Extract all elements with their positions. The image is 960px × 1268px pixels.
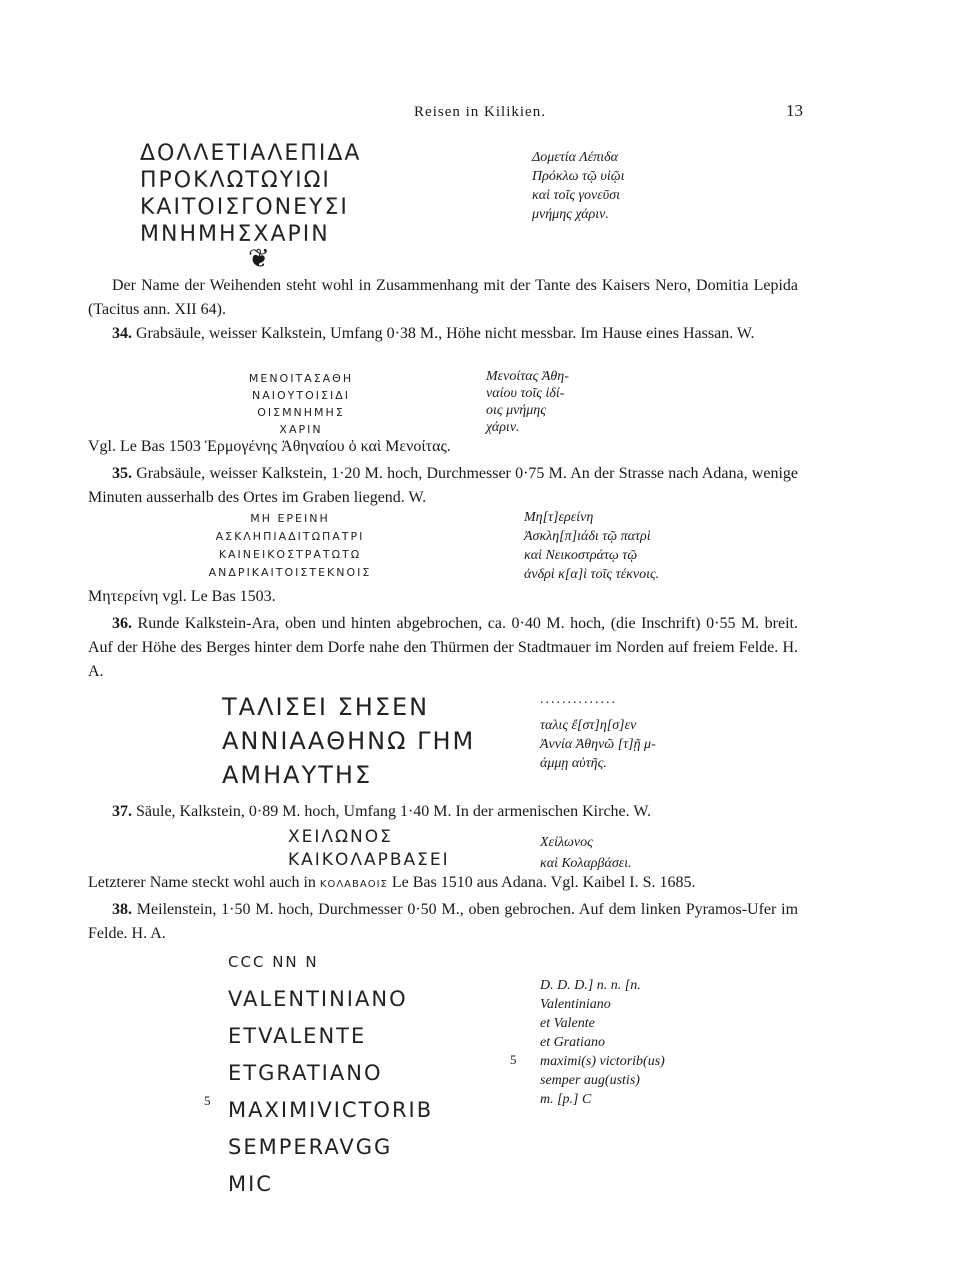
inscription-line: ΚΑΙΤΟΙΣΓΟΝΕΥΣΙ [140, 195, 349, 220]
inscription-copy [288, 826, 450, 872]
inscription-line: ΑΝΔΡΙΚΑΙΤΟΙΣΤΕΚΝΟΙΣ [208, 566, 372, 579]
inscription-line: ΑΝΝΙΑΑΘΗΝΩ ΓΗΜ [222, 727, 476, 755]
inscription-line: ΑΣΚΛΗΠΙΑΔΙΤΩΠΑΤΡΙ [215, 530, 365, 543]
translit-line: Μενοίτας Ἀθη- [486, 369, 569, 384]
translit-line: καὶ τοῖς γονεῦσι [532, 188, 621, 203]
entry-number: 35. [112, 465, 132, 482]
inscription-line: ETGRATIANO [228, 1061, 383, 1085]
inscription-line: ΝΑΙΟΥΤΟΙΣΙΔΙ [252, 389, 350, 402]
translit-line: ταλις ἔ[στ]η[σ]εν [540, 718, 637, 733]
translit-line: m. [p.] C [540, 1092, 592, 1107]
translit-line: Ἀννία Ἀθηνῶ [τ]ῇ μ- [540, 737, 656, 752]
inscription-line: ΟΙΣΜΝΗΜΗΣ [257, 406, 345, 419]
entry-number: 38. [112, 901, 132, 918]
inscription-line: MAXIMIVICTORIB [228, 1098, 434, 1122]
entry-37-description [88, 800, 798, 824]
translit-line: καὶ Κολαρβάσει. [540, 856, 632, 871]
inscription-line: ΜΕΝΟΙΤΑΣΑΘΗ [248, 372, 354, 385]
note-inscription-word: ΚΟΛΑΒΑΟΙΣ [319, 879, 388, 890]
inscription-line: ΔΟΛΛΕΤΙΑΛΕΠΙΔΑ [140, 141, 362, 166]
inscription-line: ΧΑΡΙΝ [279, 423, 323, 436]
inscription-copy [140, 140, 361, 248]
entry-text: Säule, Kalkstein, 0·89 M. hoch, Umfang 1·40 M. In der armenischen Kirche. W. [136, 803, 651, 820]
entry-text: Runde Kalkstein-Ara, oben und hinten abgebrochen, ca. 0·40 M. hoch, (die Inschrift) 0·55 M. breit. Auf der Höhe des Berges hinter dem Dorfe nahe den Thürmen der Stadtmauer im Norden auf freiem Felde. H. A. [88, 615, 799, 680]
entry-text: Grabsäule, weisser Kalkstein, 1·20 M. hoch, Durchmesser 0·75 M. An der Strasse nach Adana, wenige Minuten ausserhalb des Ortes im Graben liegend. W. [88, 465, 799, 506]
commentary-paragraph: Der Name der Weihenden steht wohl in Zusammenhang mit der Tante des Kaisers Nero, Domitia Lepida (Tacitus ann. XII 64). [88, 277, 798, 318]
entry-38-description [88, 898, 798, 946]
note-text: Letzterer Name steckt wohl auch in [88, 874, 320, 891]
translit-line: semper aug(ustis) [540, 1073, 640, 1088]
inscription-copy [222, 690, 475, 792]
transliteration [540, 976, 665, 1109]
translit-line: Πρόκλω τῷ υἱῷι [532, 169, 625, 184]
entry-number: 37. [112, 803, 132, 820]
inscription-line: ΤΑΛΙΣΕΙ ΣΗΣΕΝ [222, 693, 430, 721]
inscription-line: ΜΗ ΕΡΕΙΝΗ [250, 512, 330, 525]
transliteration [540, 832, 632, 874]
translit-line: άμμῃ αὐτῆς. [540, 756, 607, 771]
translit-line: ἀνδρὶ κ[α]ὶ τοῖς τέκνοις. [524, 567, 660, 582]
entry-number: 34. [112, 325, 132, 342]
inscription-line: ΠΡΟΚΛΩΤΩΥΙΩΙ [140, 168, 331, 193]
running-title: Reisen in Kilikien. [414, 104, 546, 120]
inscription-line: ΚΑΙΝΕΙΚΟΣΤΡΑΤΩΤΩ [218, 548, 362, 561]
entry-number: 36. [112, 615, 132, 632]
line-number-marker: 5 [510, 1052, 517, 1067]
translit-line: οις μνήμης [486, 403, 546, 418]
translit-line: Δομετία Λέπιδα [532, 150, 618, 165]
entry-36-description [88, 612, 798, 684]
translit-line: καὶ Νεικοστράτῳ τῷ [524, 548, 638, 563]
transliteration [486, 368, 569, 436]
leaf-ornament-icon: ❦ [248, 244, 270, 273]
entry-note [88, 874, 696, 892]
inscription-line: ΚΑΙΚΟΛΑΡΒΑΣΕΙ [288, 850, 450, 870]
inscription-line: SEMPERAVGG [228, 1135, 393, 1159]
entry-text: Meilenstein, 1·50 M. hoch, Durchmesser 0·50 M., oben gebrochen. Auf dem linken Pyramos-Ufer im Felde. H. A. [88, 901, 799, 942]
translit-line: μνήμης χάριν. [532, 207, 609, 222]
translit-line: et Valente [540, 1016, 595, 1031]
inscription-line: CCC NN N [228, 953, 319, 971]
inscription-line: ΑΜΗΑΥΤΗΣ [222, 761, 373, 789]
entry-34-description [88, 322, 798, 346]
entry-35-description [88, 462, 798, 510]
transliteration [532, 148, 624, 224]
translit-line: Μη[τ]ερείνη [524, 510, 594, 525]
line-number-marker: 5 [204, 1093, 211, 1108]
inscription-line: VALENTINIANO [228, 987, 408, 1011]
transliteration [524, 508, 659, 584]
translit-line: ναίου τοῖς ἰδί- [486, 386, 565, 401]
translit-line: Valentiniano [540, 997, 611, 1012]
translit-line: et Gratiano [540, 1035, 605, 1050]
inscription-line: ΧΕΙΛΩΝΟΣ [288, 827, 393, 847]
entry-note: Vgl. Le Bas 1503 Ἑρμογένης Ἀθηναίου ὁ καὶ Μενοίτας. [88, 438, 451, 455]
inscription-line: MIC [228, 1172, 273, 1196]
page-number: 13 [786, 101, 803, 120]
lacuna-dots: .............. [540, 692, 617, 707]
inscription-line: ΜΝΗΜΗΣΧΑΡΙΝ [140, 222, 330, 247]
inscription-line: ETVALENTE [228, 1024, 367, 1048]
inscription-copy [228, 944, 433, 1203]
translit-line: maximi(s) victorib(us) [540, 1054, 665, 1069]
inscription-copy [140, 510, 440, 582]
note-text: Le Bas 1510 aus Adana. Vgl. Kaibel I. S. 1685. [387, 874, 696, 891]
translit-line: D. D. D.] n. n. [n. [540, 978, 641, 993]
translit-line: Χείλωνος [540, 835, 593, 850]
translit-line: Ἀσκλη[π]ιάδι τῷ πατρὶ [524, 529, 651, 544]
entry-note: Μητερείνη vgl. Le Bas 1503. [88, 588, 276, 605]
inscription-copy [206, 370, 396, 438]
entry-text: Grabsäule, weisser Kalkstein, Umfang 0·38 M., Höhe nicht messbar. Im Hause eines Hassan. W. [136, 325, 755, 342]
translit-line: χάριν. [486, 420, 520, 435]
transliteration [540, 716, 656, 773]
